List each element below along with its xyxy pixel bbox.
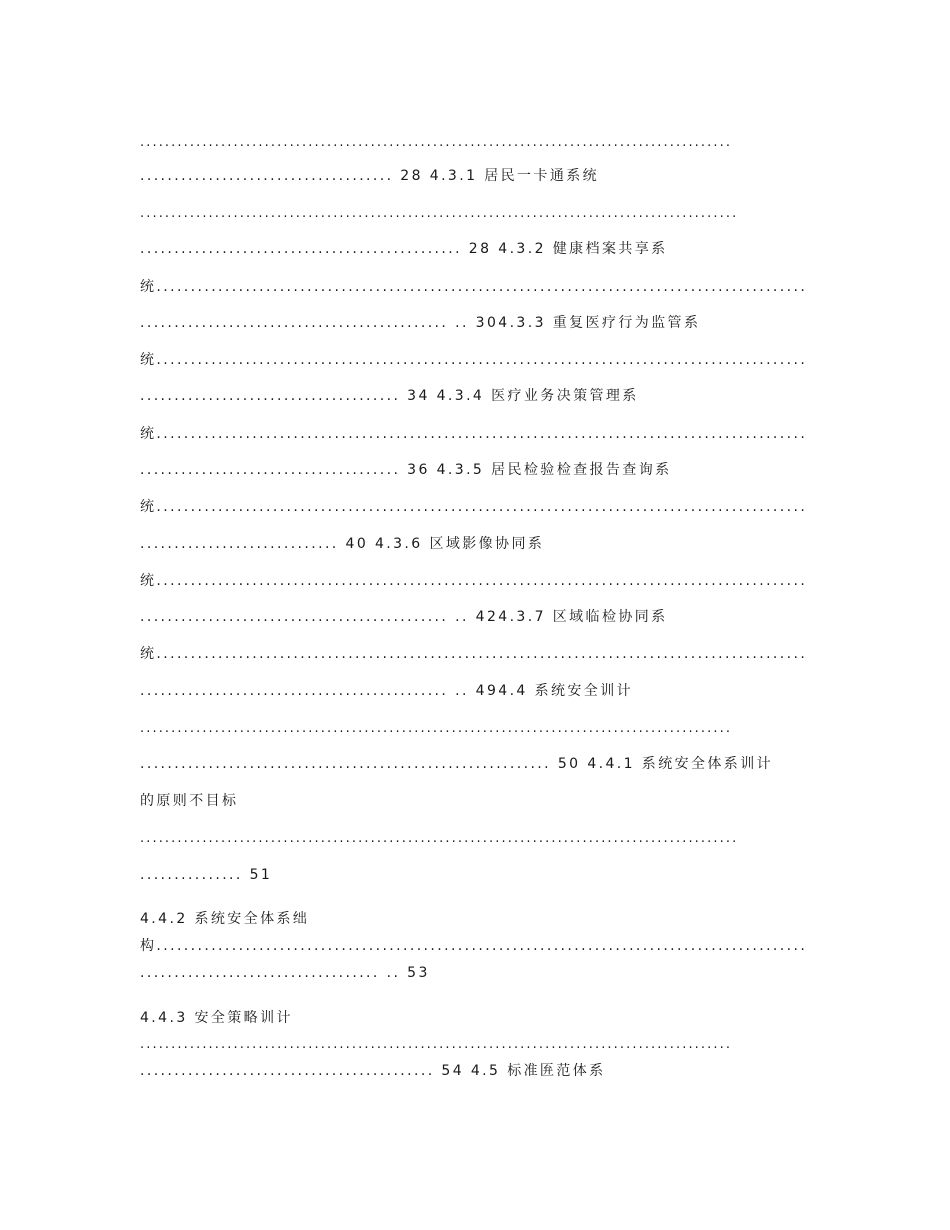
toc-line: 统............................................................................................... bbox=[140, 499, 808, 515]
toc-entry-4-3-1: ..................................... 28 4.3.1 居民一卡通系统 bbox=[140, 168, 600, 184]
toc-entry-4-5: ........................................... 54 4.5 标准匥范体系 bbox=[140, 1063, 606, 1079]
toc-line: 统............................................................................................... bbox=[140, 279, 808, 295]
toc-line: 统............................................................................................... bbox=[140, 426, 808, 442]
toc-line: 统............................................................................................... bbox=[140, 646, 808, 662]
toc-page-number: ................................... .. 53 bbox=[140, 965, 430, 981]
toc-line: ................................................................................................ bbox=[140, 206, 739, 221]
toc-line: ................................................................................................ bbox=[140, 831, 739, 846]
toc-entry-4-4-3: 4.4.3 安全策略训计 bbox=[140, 1010, 293, 1026]
toc-line: 统............................................................................................... bbox=[140, 352, 808, 368]
toc-page-number: ............... 51 bbox=[140, 867, 273, 883]
toc-entry-4-3-7: ............................................. .. 424.3.7 区域临检协同系 bbox=[140, 609, 668, 625]
toc-line: 的原则不目标 bbox=[140, 793, 239, 809]
toc-entry-4-4-1: ............................................................ 50 4.4.1 系统安全体系训计 bbox=[140, 756, 773, 772]
toc-line: 构............................................................................................... bbox=[140, 938, 808, 954]
toc-entry-4-3-6: ............................. 40 4.3.6 区域影像协同系 bbox=[140, 536, 545, 552]
toc-entry-4-3-2: ............................................... 28 4.3.2 健康档案共享系 bbox=[140, 241, 668, 257]
toc-line: 统............................................................................................... bbox=[140, 573, 808, 589]
toc-entry-4-3-4: ...................................... 34 4.3.4 医疗业务决策管理系 bbox=[140, 388, 639, 404]
toc-entry-4-4: ............................................. .. 494.4 系统安全训计 bbox=[140, 683, 633, 699]
toc-line: ............................................................................................... bbox=[140, 1037, 733, 1052]
toc-entry-4-3-5: ...................................... 36 4.3.5 居民检验检查报告查询系 bbox=[140, 462, 672, 478]
toc-entry-4-4-2: 4.4.2 系统安全体系绌 bbox=[140, 911, 310, 927]
toc-line: ............................................................................................... bbox=[140, 135, 733, 150]
toc-line: ............................................................................................... bbox=[140, 721, 733, 736]
toc-entry-4-3-3: ............................................. .. 304.3.3 重复医疗行为监管系 bbox=[140, 315, 701, 331]
